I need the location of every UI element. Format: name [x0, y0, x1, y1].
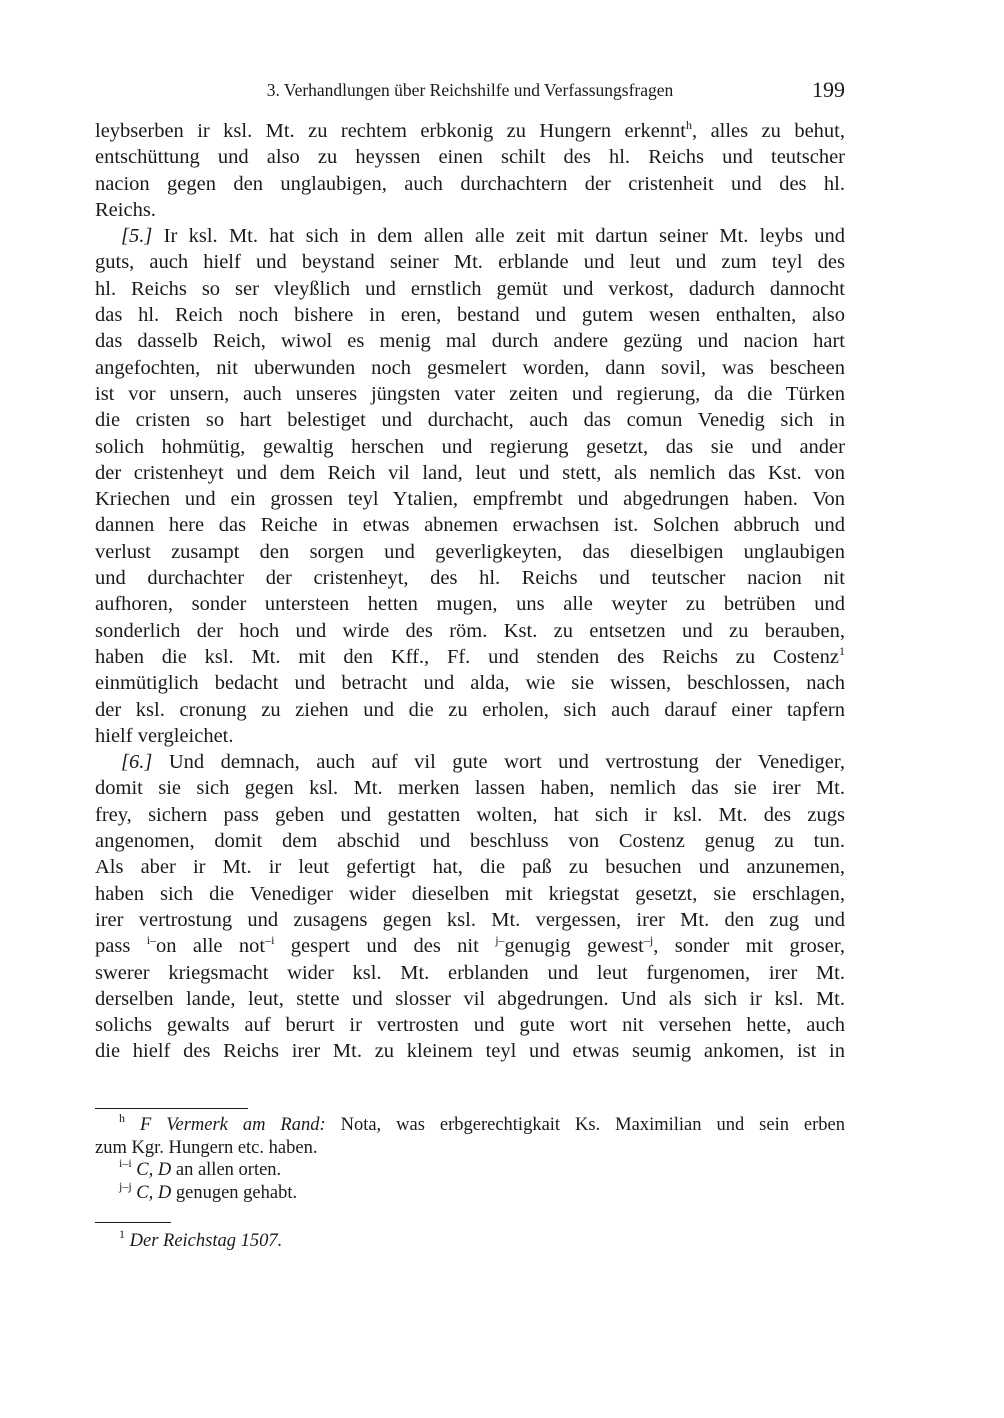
footnote-line — [95, 1178, 845, 1205]
text-segment: Kriechen und ein grossen teyl Ytalien, empfrembt und abgedrungen haben. Von — [95, 488, 845, 511]
running-header: 3. Verhandlungen über Reichshilfe und Verfassungsfragen — [266, 80, 674, 100]
text-line — [95, 591, 845, 617]
text-line — [95, 460, 845, 486]
text-line — [95, 618, 845, 644]
footnote-marker: h — [119, 1111, 125, 1125]
text-segment: angefochten, nit uberwunden noch gesmelert worden, dann sovil, was bescheen — [95, 356, 845, 379]
text-segment: hielf vergleichet. — [95, 724, 234, 747]
italic-text: Der Reichstag 1507. — [129, 1231, 283, 1251]
text-segment: an allen orten. — [171, 1160, 282, 1180]
text-line — [95, 381, 845, 407]
text-line — [95, 249, 845, 275]
footnote-rule — [95, 1222, 171, 1223]
italic-text: C, D — [136, 1160, 172, 1180]
text-segment: swerer kriegsmacht wider ksl. Mt. erblanden und leut furgenomen, irer Mt. — [95, 961, 845, 984]
text-line — [95, 302, 845, 328]
page-number: 199 — [812, 77, 845, 102]
text-line — [95, 907, 845, 933]
text-line — [95, 118, 845, 144]
text-segment — [125, 1115, 140, 1135]
text-segment: solichs gewalts auf berurt ir vertrosten und gute wort nit versehen hette, auch — [95, 1014, 845, 1037]
text-segment: die hielf des Reichs irer Mt. zu kleinem teyl und etwas seumig ankomen, ist in — [95, 1040, 845, 1063]
main-text — [95, 118, 845, 1065]
critical-apparatus — [95, 1111, 846, 1204]
text-segment: Und demnach, auch auf vil gute wort und vertrostung der Venediger, — [152, 751, 845, 774]
text-segment: verlust zusampt den sorgen und geverligkeyten, das dieselbigen unglaubigen — [95, 540, 845, 563]
text-segment: hl. Reichs so ser vleyßlich und ernstlich gemüt und verkost, dadurch dannocht — [95, 277, 845, 300]
text-segment: aufhoren, sonder untersteen hetten mugen, uns alle weyter zu betrüben und — [95, 593, 845, 616]
footnote-marker: i– — [146, 933, 157, 948]
text-segment: dannen here das Reiche in etwas abnemen erwachsen ist. Solchen abbruch und — [95, 514, 845, 537]
footnote-marker: i–i — [119, 1156, 132, 1170]
footnote-marker: h — [686, 118, 693, 132]
commentary-notes — [95, 1227, 845, 1253]
footnote-marker: 1 — [119, 1227, 125, 1241]
text-segment: on alle not — [156, 935, 266, 958]
text-segment: nacion gegen den unglaubigen, auch durchachtern der cristenheit und des hl. — [95, 172, 845, 195]
text-segment: angenomen, domit dem abschid und beschluss von Costenz genug zu tun. — [95, 830, 845, 853]
text-segment: Ir ksl. Mt. hat sich in dem allen alle zeit mit dartun seiner Mt. leybs und — [152, 225, 845, 248]
text-segment: , alles zu behut, — [692, 120, 845, 142]
text-segment: entschüttung und also zu heyssen einen schilt des hl. Reichs und teutscher — [95, 146, 845, 169]
text-segment: gespert und des nit — [274, 935, 496, 958]
text-line — [95, 933, 845, 959]
footnote-line — [95, 1111, 846, 1137]
text-line — [95, 486, 845, 512]
footnote-marker: 1 — [839, 643, 845, 658]
text-segment: genugig gewest — [504, 935, 644, 958]
text-segment: leybserben ir ksl. Mt. zu rechtem erbkonig zu Hungern erkennt — [95, 120, 687, 142]
text-segment: irer vertrostung und zusagens gegen ksl. Mt. vergessen, irer Mt. den zug und — [95, 908, 845, 931]
text-line — [95, 775, 845, 801]
text-segment: das dasselb Reich, wiwol es menig mal durch andere gezüng und nacion hart — [95, 330, 845, 353]
text-segment: genugen gehabt. — [171, 1182, 298, 1203]
text-segment: haben sich die Venediger wider dieselben mit kriegstat gesetzt, sie erschlagen, — [95, 882, 845, 905]
footnote-marker: –i — [265, 933, 275, 948]
text-segment: ist vor unsern, auch unseres jüngsten vater zeiten und regierung, da die Türken — [95, 382, 845, 405]
text-line — [95, 749, 845, 775]
text-segment: zum Kgr. Hungern etc. haben. — [95, 1137, 318, 1158]
text-line — [95, 1012, 845, 1038]
footnote-marker: –j — [643, 933, 654, 948]
text-segment: pass — [95, 935, 147, 958]
text-line — [95, 854, 845, 880]
text-line — [95, 644, 845, 670]
text-line — [95, 434, 845, 460]
text-line — [95, 960, 845, 986]
text-line — [95, 197, 845, 223]
footnote-line — [95, 1156, 845, 1182]
text-segment: , sonder mit groser, — [653, 935, 845, 958]
text-segment: der ksl. cronung zu ziehen und die zu erholen, sich auch darauf einer tapfern — [95, 698, 845, 721]
text-line — [95, 539, 845, 565]
footnote-marker: j–j — [119, 1178, 132, 1193]
text-segment: sonderlich der hoch und wirde des röm. Kst. zu entsetzen und zu berauben, — [95, 619, 845, 642]
text-line — [95, 276, 845, 302]
text-segment: das hl. Reich noch bishere in eren, bestand und gutem wesen enthalten, also — [95, 304, 845, 327]
footnote-line — [95, 1137, 845, 1160]
footnote-rule — [95, 1108, 248, 1109]
text-line — [95, 986, 845, 1012]
text-line — [95, 328, 845, 354]
text-segment: haben die ksl. Mt. mit den Kff., Ff. und stenden des Reichs zu Costenz — [95, 645, 839, 668]
text-line — [95, 223, 845, 249]
text-segment: Reichs. — [95, 198, 156, 221]
text-segment: einmütiglich bedacht und betracht und alda, wie sie wissen, beschlossen, nach — [95, 672, 845, 695]
italic-text: C, D — [136, 1182, 172, 1203]
italic-text: F Vermerk am Rand: — [139, 1115, 326, 1135]
text-line — [95, 407, 845, 433]
text-segment: die cristen so hart belestiget und durchacht, auch das comun Venedig sich in — [95, 409, 845, 432]
text-line — [95, 697, 845, 723]
footnote-marker: j– — [495, 933, 505, 948]
text-line — [95, 723, 845, 749]
text-segment: der cristenheyt und dem Reich vil land, leut und stett, als nemlich das Kst. von — [95, 461, 845, 484]
text-line — [95, 828, 845, 854]
text-segment: solich hohmütig, gewaltig herschen und regierung gesetzt, das sie und ander — [95, 435, 845, 458]
text-line — [95, 144, 845, 170]
italic-text: [5.] — [121, 225, 153, 248]
text-line — [95, 565, 845, 591]
text-segment: Nota, was erbgerechtigkait Ks. Maximilian und sein erben — [325, 1115, 846, 1135]
italic-text: [6.] — [121, 751, 153, 774]
text-line — [95, 881, 845, 907]
text-segment: derselben lande, leut, stette und slosser vil abgedrungen. Und als sich ir ksl. Mt. — [95, 987, 845, 1010]
text-line — [95, 670, 845, 696]
text-segment: domit sie sich gegen ksl. Mt. merken lassen haben, nemlich das sie irer Mt. — [95, 777, 845, 800]
text-segment: und durchachter der cristenheyt, des hl. Reichs und teutscher nacion nit — [95, 567, 845, 590]
text-line — [95, 512, 845, 538]
text-segment: guts, auch hielf und beystand seiner Mt. erblande und leut und zum teyl des — [95, 251, 845, 274]
footnote-line — [95, 1227, 845, 1253]
text-segment: frey, sichern pass geben und gestatten wolten, hat sich ir ksl. Mt. des zugs — [95, 803, 845, 826]
text-line — [95, 1038, 845, 1064]
text-line — [95, 171, 845, 197]
text-line — [95, 355, 845, 381]
text-segment: Als aber ir Mt. ir leut gefertigt hat, die paß zu besuchen und anzunemen, — [95, 856, 845, 879]
text-line — [95, 802, 845, 828]
